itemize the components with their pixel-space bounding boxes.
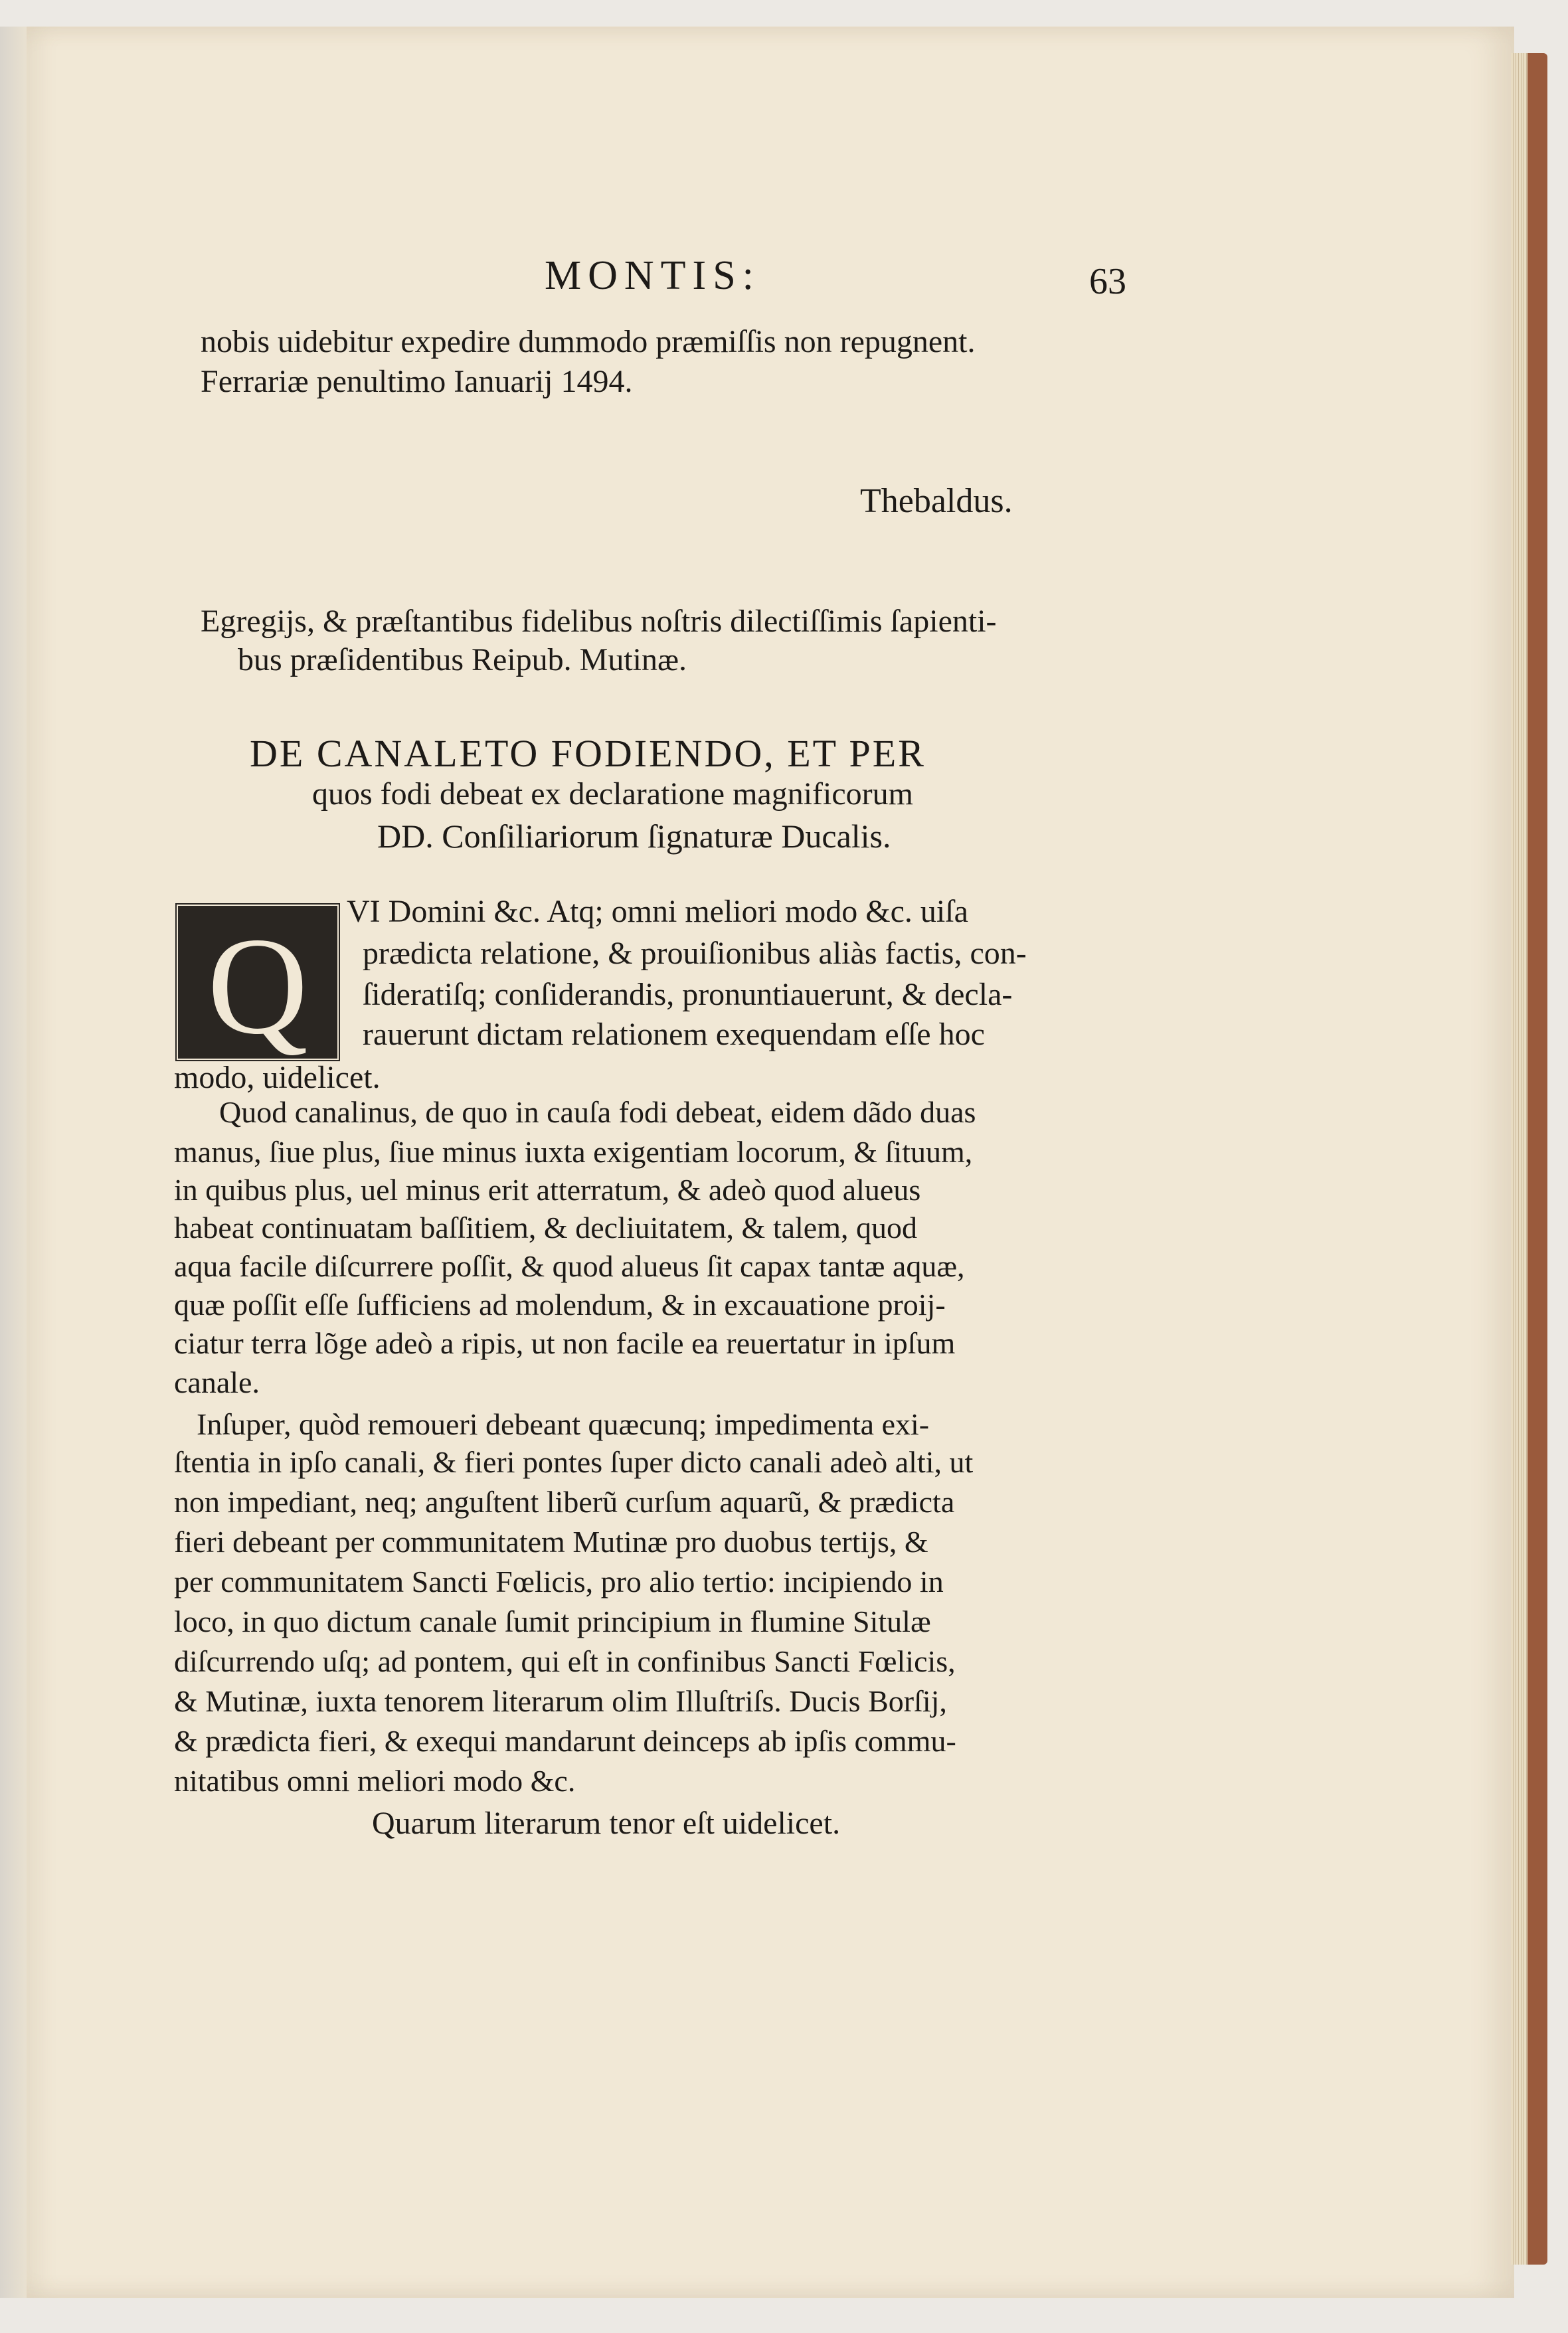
body-line: ſideratiſq; conſiderandis, pronuntiauerunt, & decla- xyxy=(363,977,1013,1012)
body-line: non impediant, neq; anguſtent liberũ curſum aquarũ, & prædicta xyxy=(174,1485,955,1519)
body-line: quæ poſſit eſſe ſufficiens ad molendum, & in excauatione proij- xyxy=(174,1288,946,1322)
body-line: per communitatem Sancti Fœlicis, pro alio tertio: incipiendo in xyxy=(174,1565,944,1599)
body-line: Quarum literarum tenor eſt uidelicet. xyxy=(372,1806,841,1841)
body-line: diſcurrendo uſq; ad pontem, qui eſt in confinibus Sancti Fœlicis, xyxy=(174,1644,956,1678)
address-line: Egregijs, & præſtantibus fidelibus noſtris dilectiſſimis ſapienti- xyxy=(201,604,997,639)
address-line: bus præſidentibus Reipub. Mutinæ. xyxy=(238,642,687,677)
decorated-initial: Q xyxy=(174,902,341,1063)
body-line: aqua facile diſcurrere poſſit, & quod alueus ſit capax tantæ aquæ, xyxy=(174,1249,965,1283)
intro-line: Ferrariæ penultimo Ianuarij 1494. xyxy=(201,364,633,399)
body-line: loco, in quo dictum canale ſumit principium in flumine Situlæ xyxy=(174,1604,931,1638)
body-line: VI Domini &c. Atq; omni meliori modo &c. uiſa xyxy=(347,894,968,929)
section-subtitle: quos fodi debeat ex declaratione magnificorum xyxy=(312,776,913,812)
book-cover-edge xyxy=(1527,53,1547,2265)
body-line: ciatur terra lõge adeò a ripis, ut non facile ea reuertatur in ipſum xyxy=(174,1326,956,1360)
body-line: modo, uidelicet. xyxy=(174,1060,381,1095)
intro-line: nobis uidebitur expedire dummodo præmiſſis non repugnent. xyxy=(201,324,976,359)
page-number: 63 xyxy=(1089,261,1126,302)
body-line: habeat continuatam baſſitiem, & decliuitatem, & talem, quod xyxy=(174,1211,918,1245)
signature: Thebaldus. xyxy=(860,482,1013,520)
body-line: manus, ſiue plus, ſiue minus iuxta exigentiam locorum, & ſituum, xyxy=(174,1135,973,1169)
book-gutter xyxy=(0,27,27,2298)
body-line: & prædicta fieri, & exequi mandarunt deinceps ab ipſis commu- xyxy=(174,1724,956,1758)
body-line: fieri debeant per communitatem Mutinæ pro duobus tertijs, & xyxy=(174,1525,928,1559)
body-line: prædicta relatione, & prouiſionibus aliàs factis, con- xyxy=(363,936,1027,971)
body-line: canale. xyxy=(174,1365,260,1399)
running-header: MONTIS: xyxy=(545,253,760,298)
body-line: ſtentia in ipſo canali, & fieri pontes ſuper dicto canali adeò alti, ut xyxy=(174,1445,974,1479)
section-subtitle: DD. Conſiliariorum ſignaturæ Ducalis. xyxy=(377,818,891,855)
body-line: rauerunt dictam relationem exequendam eſſe hoc xyxy=(363,1017,985,1052)
body-line: & Mutinæ, iuxta tenorem literarum olim Illuſtriſs. Ducis Borſij, xyxy=(174,1684,947,1718)
section-title: DE CANALETO FODIENDO, ET PER xyxy=(250,732,926,775)
body-line: Inſuper, quòd remoueri debeant quæcunq; impedimenta exi- xyxy=(197,1407,930,1441)
body-line: in quibus plus, uel minus erit atterratum, & adeò quod alueus xyxy=(174,1173,921,1207)
body-line: nitatibus omni meliori modo &c. xyxy=(174,1764,576,1798)
body-line: Quod canalinus, de quo in cauſa fodi debeat, eidem dãdo duas xyxy=(219,1095,976,1129)
